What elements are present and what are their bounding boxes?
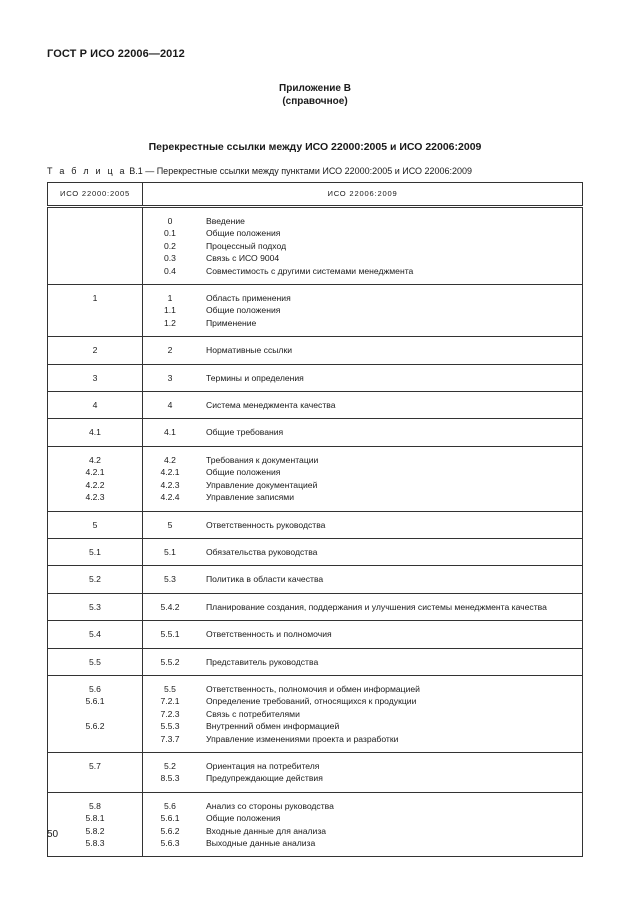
clause-title: Совместимость с другими системами менеджмента — [206, 265, 414, 276]
clause-number: 4.2.1 — [160, 467, 180, 478]
iso22006-clause-cell — [143, 593, 198, 620]
clause-number — [48, 215, 142, 227]
clause-number — [48, 733, 142, 745]
iso22000-clause-cell — [48, 648, 143, 675]
clause-number: 2 — [92, 345, 98, 356]
clause-number: 5.6.1 — [85, 696, 105, 707]
iso22000-clause-cell — [48, 792, 143, 857]
table-body — [48, 207, 583, 857]
clause-title: Входные данные для анализа — [206, 825, 327, 836]
clause-number: 1.1 — [164, 305, 176, 316]
table-row — [48, 648, 583, 675]
clause-title: Процессный подход — [206, 240, 287, 251]
clause-number: 4.2.1 — [85, 467, 105, 478]
clause-title: Управление изменениями проекта и разработки — [206, 733, 399, 744]
table-row — [48, 792, 583, 857]
annex-heading — [0, 82, 630, 108]
clause-number: 0 — [167, 216, 173, 226]
clause-title: Общие положения — [206, 467, 281, 478]
clause-title: Ответственность, полномочия и обмен информацией — [206, 683, 420, 694]
annex-subtitle: (справочное) — [282, 96, 348, 107]
clause-title-cell — [197, 511, 583, 538]
clause-number: 0.2 — [164, 240, 176, 251]
clause-number: 5.5.1 — [160, 629, 180, 640]
iso22000-clause-cell — [48, 538, 143, 565]
iso22006-clause-cell — [143, 207, 198, 285]
iso22000-clause-cell — [48, 446, 143, 511]
clause-number: 3 — [92, 372, 98, 383]
iso22006-clause-cell — [143, 285, 198, 337]
clause-number: 1 — [167, 293, 173, 304]
page-number: 50 — [47, 829, 59, 840]
clause-title: Управление документацией — [206, 479, 318, 490]
clause-title-cell — [197, 446, 583, 511]
clause-title: Представитель руководства — [206, 656, 319, 667]
clause-number: 5.6.2 — [85, 721, 105, 732]
clause-number: 4.1 — [89, 427, 101, 438]
section-title: Перекрестные ссылки между ИСО 22000:2005 и ИСО 22006:2009 — [148, 141, 482, 153]
table-caption-prefix: Т а б л и ц а — [47, 166, 127, 176]
clause-title: Выходные данные анализа — [206, 838, 316, 848]
clause-title-cell — [197, 648, 583, 675]
clause-number: 5.7 — [89, 760, 101, 771]
clause-number: 4.2.3 — [160, 479, 180, 490]
clause-number: 0.4 — [164, 265, 176, 276]
clause-number: 5.8 — [89, 800, 101, 811]
clause-number: 5.1 — [89, 546, 101, 557]
table-row — [48, 538, 583, 565]
clause-title-cell — [197, 792, 583, 857]
clause-number: 5.2 — [164, 760, 176, 771]
clause-number: 5.8.1 — [85, 813, 105, 824]
clause-number: 4.2.2 — [85, 479, 105, 490]
clause-number: 7.3.7 — [160, 733, 180, 744]
clause-number: 4.2.3 — [85, 492, 105, 503]
annex-title: Приложение В — [279, 83, 351, 94]
clause-number: 5.6.3 — [160, 838, 180, 848]
table-row — [48, 566, 583, 593]
clause-title: Анализ со стороны руководства — [206, 800, 334, 811]
clause-number: 5.3 — [89, 601, 101, 612]
clause-number: 5 — [167, 519, 173, 530]
clause-title: Ориентация на потребителя — [206, 760, 320, 771]
clause-number: 5.6 — [164, 800, 176, 811]
iso22006-clause-cell — [143, 752, 198, 792]
clause-number — [48, 708, 142, 720]
cross-reference-table — [47, 182, 583, 857]
table-row — [48, 392, 583, 419]
clause-number: 4 — [92, 400, 98, 411]
table-caption — [47, 166, 472, 176]
clause-title: Связь с потребителями — [206, 708, 300, 719]
clause-number: 1 — [92, 293, 98, 304]
clause-title: Предупреждающие действия — [206, 773, 323, 784]
document-code: ГОСТ Р ИСО 22006—2012 — [47, 48, 185, 60]
clause-title: Термины и определения — [206, 372, 304, 383]
clause-title: Система менеджмента качества — [206, 400, 336, 411]
iso22006-clause-cell — [143, 792, 198, 857]
table-row — [48, 752, 583, 792]
clause-title: Требования к документации — [206, 454, 319, 465]
clause-number: 5.6.2 — [160, 825, 180, 836]
clause-title: Общие требования — [206, 427, 284, 438]
iso22000-clause-cell — [48, 511, 143, 538]
table-row — [48, 446, 583, 511]
clause-title: Область применения — [206, 293, 291, 304]
clause-number: 1.2 — [164, 317, 176, 328]
iso22000-clause-cell — [48, 566, 143, 593]
table-row — [48, 364, 583, 391]
iso22006-clause-cell — [143, 364, 198, 391]
clause-title: Планирование создания, поддержания и улучшения системы менеджмента качества — [206, 601, 547, 612]
clause-number: 5.5.3 — [160, 721, 180, 732]
clause-number: 5.8.2 — [85, 825, 105, 836]
clause-title: Связь с ИСО 9004 — [206, 253, 280, 264]
clause-title: Общие положения — [206, 305, 281, 316]
iso22000-clause-cell — [48, 419, 143, 446]
clause-title: Общие положения — [206, 228, 281, 239]
clause-title: Введение — [206, 216, 245, 226]
iso22000-clause-cell — [48, 392, 143, 419]
clause-title: Управление записями — [206, 492, 294, 503]
clause-number: 5.5 — [89, 656, 101, 667]
clause-title-cell — [197, 392, 583, 419]
clause-number: 4.1 — [164, 427, 176, 438]
iso22006-clause-cell — [143, 419, 198, 446]
table-row — [48, 337, 583, 364]
clause-title: Политика в области качества — [206, 574, 324, 585]
table-row — [48, 285, 583, 337]
iso22006-clause-cell — [143, 446, 198, 511]
clause-number: 5.8.3 — [85, 838, 105, 848]
clause-title-cell — [197, 364, 583, 391]
clause-title-cell — [197, 285, 583, 337]
iso22006-clause-cell — [143, 621, 198, 648]
clause-title: Нормативные ссылки — [206, 345, 293, 356]
table-row — [48, 621, 583, 648]
clause-title: Внутренний обмен информацией — [206, 721, 340, 732]
clause-number: 5.1 — [164, 546, 176, 557]
iso22006-clause-cell — [143, 675, 198, 752]
clause-number: 0.1 — [164, 228, 176, 239]
iso22000-clause-cell — [48, 593, 143, 620]
table-caption-text: В.1 — Перекрестные ссылки между пунктами ИСО 22000:2005 и ИСО 22006:2009 — [126, 166, 473, 176]
iso22006-clause-cell — [143, 511, 198, 538]
clause-number: 8.5.3 — [160, 773, 180, 784]
clause-title-cell — [197, 207, 583, 285]
clause-number: 5.4.2 — [160, 601, 180, 612]
iso22006-clause-cell — [143, 566, 198, 593]
table-row — [48, 511, 583, 538]
clause-title-cell — [197, 337, 583, 364]
iso22000-clause-cell — [48, 285, 143, 337]
clause-number: 7.2.1 — [160, 696, 180, 707]
clause-title-cell — [197, 538, 583, 565]
clause-number: 4.2 — [89, 454, 101, 465]
clause-number: 5.5.2 — [160, 656, 180, 667]
clause-number: 2 — [167, 345, 173, 356]
clause-title: Обязательства руководства — [206, 546, 318, 557]
clause-number: 5.5 — [164, 683, 176, 694]
col-iso22006-header: ИСО 22006:2009 — [143, 183, 583, 207]
table-row — [48, 593, 583, 620]
table-row — [48, 207, 583, 285]
clause-title: Ответственность и полномочия — [206, 629, 332, 640]
clause-title-cell — [197, 566, 583, 593]
clause-number: 4 — [167, 400, 173, 411]
iso22006-clause-cell — [143, 337, 198, 364]
clause-title-cell — [197, 621, 583, 648]
clause-title: Определение требований, относящихся к продукции — [206, 696, 417, 707]
iso22000-clause-cell — [48, 621, 143, 648]
clause-number: 5.3 — [164, 574, 176, 585]
clause-title-cell — [197, 593, 583, 620]
iso22000-clause-cell — [48, 752, 143, 792]
iso22006-clause-cell — [143, 392, 198, 419]
table-header-row — [48, 183, 583, 207]
iso22000-clause-cell — [48, 207, 143, 285]
clause-title: Ответственность руководства — [206, 519, 326, 530]
clause-number: 5 — [92, 519, 98, 530]
clause-number: 5.6 — [89, 683, 101, 694]
iso22006-clause-cell — [143, 538, 198, 565]
col-iso22000-header: ИСО 22000:2005 — [48, 183, 143, 207]
clause-title-cell — [197, 752, 583, 792]
clause-number: 5.2 — [89, 574, 101, 585]
clause-number: 3 — [167, 372, 173, 383]
iso22006-clause-cell — [143, 648, 198, 675]
clause-title-cell — [197, 675, 583, 752]
table-row — [48, 675, 583, 752]
clause-number: 5.4 — [89, 629, 101, 640]
clause-number: 5.6.1 — [160, 813, 180, 824]
clause-number: 4.2.4 — [160, 492, 180, 503]
clause-title: Применение — [206, 317, 257, 328]
iso22000-clause-cell — [48, 675, 143, 752]
iso22000-clause-cell — [48, 364, 143, 391]
clause-title: Общие положения — [206, 813, 281, 824]
clause-number: 0.3 — [164, 253, 176, 264]
clause-number: 4.2 — [164, 454, 176, 465]
table-row — [48, 419, 583, 446]
clause-title-cell — [197, 419, 583, 446]
iso22000-clause-cell — [48, 337, 143, 364]
clause-number: 7.2.3 — [160, 708, 180, 719]
